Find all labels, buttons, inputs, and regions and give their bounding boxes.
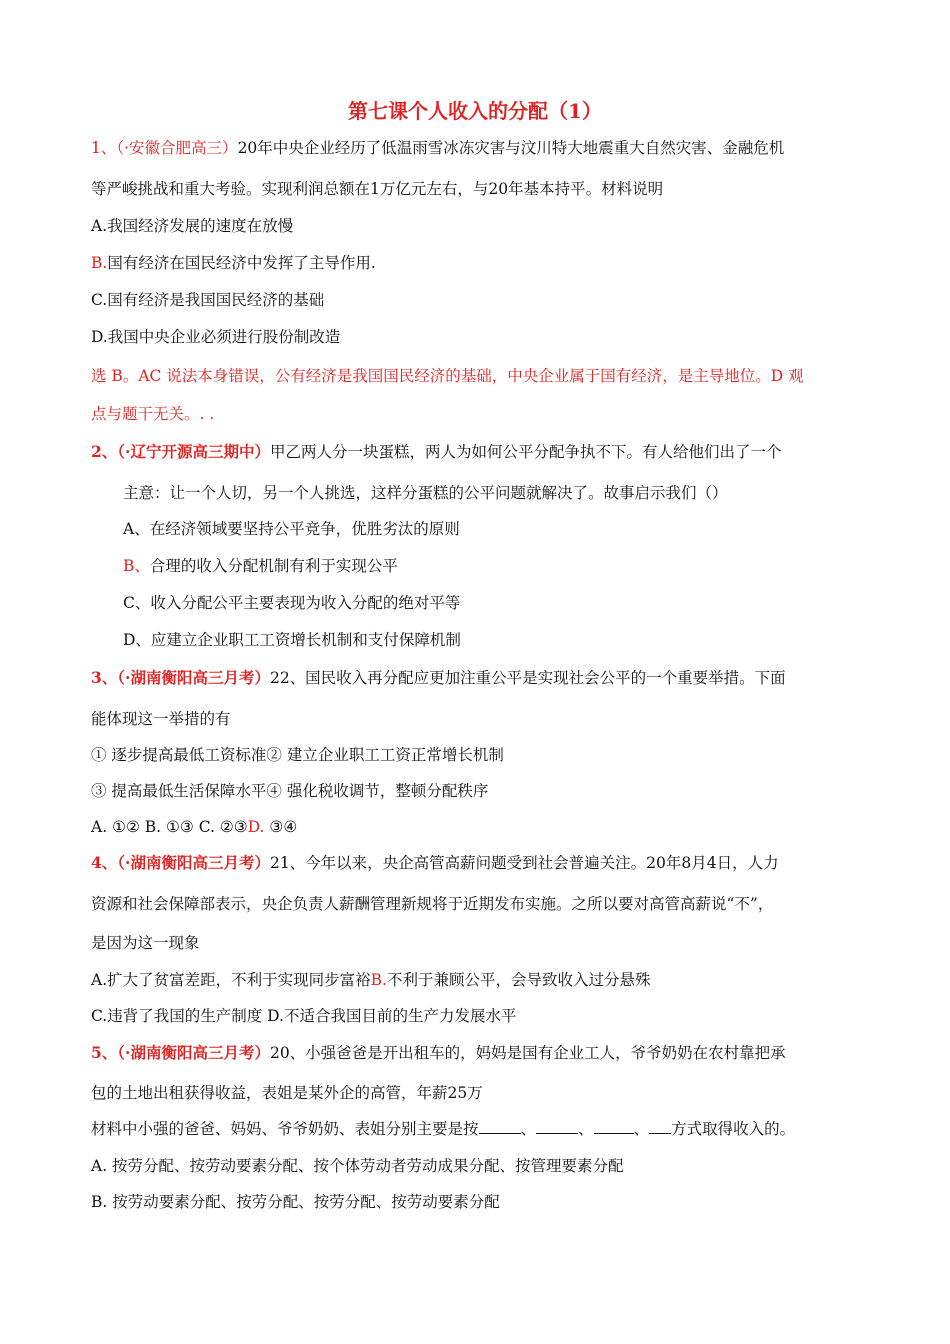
q2-option-b	[123, 556, 398, 576]
q2-stem-2: 主意：让一个人切，另一个人挑选，这样分蛋糕的公平问题就解决了。故事启示我们（）	[123, 484, 728, 502]
q4-options-cd: C.违背了我国的生产制度 D.不适合我国目前的生产力发展水平	[91, 1007, 517, 1025]
q5-option-a: A. 按劳分配、按劳动要素分配、按个体劳动者劳动成果分配、按管理要素分配	[91, 1157, 624, 1175]
q5-source: （·湖南衡阳高三月考）	[117, 1043, 270, 1062]
q5-separator-2: 、	[578, 1120, 594, 1138]
q5-separator-1: 、	[520, 1120, 537, 1138]
q3-option-d-text: ③④	[264, 818, 298, 836]
q4-stem-3: 是因为这一现象	[91, 934, 200, 952]
q1-source: （·安徽合肥高三）	[116, 139, 238, 157]
q4-option-b-letter: B.	[370, 971, 387, 989]
q5-number: 5、	[91, 1043, 118, 1062]
q3-stem-1: 22、国民收入再分配应更加注重公平是实现社会公平的一个重要举措。下面	[269, 669, 786, 687]
q1-stem-line-1	[91, 138, 784, 158]
q4-option-b-text: 不利于兼顾公平，会导致收入过分悬殊	[386, 971, 651, 989]
q3-options-abc: A. ①② B. ①③ C. ②③	[91, 818, 248, 836]
q1-option-b	[91, 253, 376, 273]
q2-option-b-text: 合理的收入分配机制有利于实现公平	[149, 557, 398, 575]
q3-options	[91, 817, 297, 837]
q4-option-a: A.扩大了贫富差距，不利于实现同步富裕	[91, 971, 371, 989]
q1-answer-1: 选 B。AC 说法本身错误，公有经济是我国国民经济的基础，中央企业属于国有经济，是主导地位。D 观	[91, 367, 804, 385]
q4-stem-2: 资源和社会保障部表示，央企负责人薪酬管理新规将于近期发布实施。之所以要对高管高薪说“不”，	[91, 895, 774, 913]
q4-stem-1: 21、今年以来，央企高管高薪问题受到社会普遍关注。20年8月4日，人力	[269, 854, 779, 872]
q3-items-3-4: ③ 提高最低生活保障水平④ 强化税收调节，整顿分配秩序	[91, 782, 489, 800]
q5-stem-3	[91, 1119, 795, 1139]
q2-option-c: C、收入分配公平主要表现为收入分配的绝对平等	[123, 594, 461, 612]
q1-option-d: D.我国中央企业必须进行股份制改造	[91, 328, 341, 346]
q2-option-d: D、应建立企业职工工资增长机制和支付保障机制	[123, 631, 461, 649]
q4-source: （·湖南衡阳高三月考）	[117, 853, 270, 872]
q4-options-ab	[91, 970, 650, 990]
q1-answer-2: 点与题干无关。. .	[91, 405, 215, 423]
q5-blank-1	[479, 1119, 521, 1134]
q1-option-b-letter: B.	[91, 254, 108, 272]
q1-option-c: C.国有经济是我国国民经济的基础	[91, 291, 325, 309]
q3-stem-2: 能体现这一举措的有	[91, 710, 231, 728]
q5-blank-2	[536, 1119, 578, 1134]
q2-option-b-letter: B、	[123, 557, 150, 575]
q4-number: 4、	[91, 853, 118, 872]
q3-items-1-2: ① 逐步提高最低工资标准② 建立企业职工工资正常增长机制	[91, 746, 504, 764]
q5-stem-3-b: 方式取得收入的。	[671, 1120, 796, 1138]
q5-blank-3	[594, 1119, 634, 1134]
q5-stem-line-1	[91, 1043, 786, 1063]
q4-stem-line-1	[91, 853, 779, 873]
q1-stem-1: 20年中央企业经历了低温雨雪冰冻灾害与汶川特大地震重大自然灾害、金融危机	[237, 139, 785, 157]
q3-number: 3、	[91, 668, 118, 687]
q2-option-a: A、在经济领域要坚持公平竞争，优胜劣汰的原则	[123, 520, 460, 538]
q1-option-a: A.我国经济发展的速度在放慢	[91, 217, 294, 235]
q1-number: 1、	[91, 139, 117, 157]
q5-stem-3-a: 材料中小强的爸爸、妈妈、爷爷奶奶、表姐分别主要是按	[91, 1120, 479, 1138]
q5-blank-4	[649, 1119, 671, 1134]
q5-separator-3: 、	[633, 1120, 650, 1138]
q5-stem-2: 包的土地出租获得收益，表姐是某外企的高管，年薪25万	[91, 1084, 483, 1102]
q1-option-b-text: 国有经济在国民经济中发挥了主导作用.	[107, 254, 376, 272]
q5-option-b: B. 按劳动要素分配、按劳分配、按劳分配、按劳动要素分配	[91, 1193, 500, 1211]
q2-stem-1: 甲乙两人分一块蛋糕，两人为如何公平分配争执不下。有人给他们出了一个	[269, 443, 782, 461]
q2-stem-line-1	[91, 442, 781, 462]
q5-stem-1: 20、小强爸爸是开出租车的，妈妈是国有企业工人，爷爷奶奶在农村靠把承	[269, 1044, 786, 1062]
q3-stem-line-1	[91, 668, 786, 688]
q3-source: （·湖南衡阳高三月考）	[117, 668, 270, 687]
q1-stem-2: 等严峻挑战和重大考验。实现利润总额在1万亿元左右，与20年基本持平。材料说明	[91, 180, 664, 198]
q2-source: （·辽宁开源高三期中）	[117, 442, 270, 461]
q3-option-d-letter: D.	[247, 818, 265, 836]
q2-number: 2、	[91, 442, 118, 461]
page-title: 第七课个人收入的分配（1）	[348, 99, 602, 123]
